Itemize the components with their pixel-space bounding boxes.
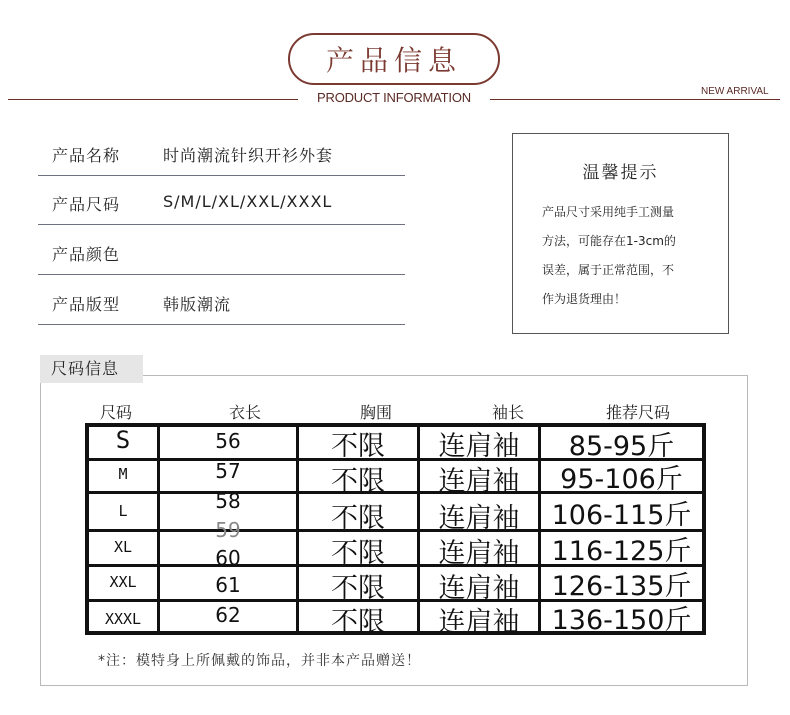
sleeve-cell: 连肩袖 [438, 503, 520, 534]
info-value: S/M/L/XL/XXL/XXXL [163, 192, 333, 211]
length-cell: 56 [215, 429, 241, 453]
sleeve-cell: 连肩袖 [438, 466, 520, 497]
tip-line: 误差，属于正常范围，不 [542, 263, 675, 277]
recommend-cell: 85-95斤 [568, 431, 675, 462]
info-label: 产品颜色 [52, 245, 121, 264]
length-cell: 60 [215, 546, 241, 570]
header-divider-left [8, 99, 298, 100]
size-cell: XXL [109, 573, 137, 591]
chest-cell: 不限 [331, 607, 385, 638]
size-table [85, 423, 706, 638]
header-divider-right [490, 99, 780, 100]
info-label: 产品尺码 [52, 195, 121, 214]
table-border [702, 423, 706, 635]
recommend-cell: 95-106斤 [560, 464, 683, 495]
info-row-fit [38, 277, 405, 325]
sleeve-cell: 连肩袖 [438, 538, 520, 569]
column-header-chest: 胸围 [359, 403, 392, 422]
size-cell: XXXL [104, 610, 142, 628]
size-cell: L [118, 502, 128, 520]
length-cell: 61 [215, 573, 241, 597]
sleeve-cell: 连肩袖 [438, 573, 520, 604]
length-cell: 59 [215, 518, 241, 542]
tip-title: 温馨提示 [582, 163, 659, 183]
size-info-tab: 尺码信息 [40, 355, 143, 383]
column-header-recommend: 推荐尺码 [605, 403, 670, 422]
info-row-size [38, 177, 405, 225]
info-value: 时尚潮流针织开衫外套 [163, 146, 334, 165]
recommend-cell: 126-135斤 [551, 571, 692, 602]
info-value: 韩版潮流 [163, 295, 232, 314]
tip-box [512, 133, 729, 334]
length-cell: 58 [215, 489, 241, 513]
recommend-cell: 136-150斤 [551, 605, 692, 636]
info-row-color [38, 227, 405, 275]
size-cell: M [118, 465, 128, 483]
chest-cell: 不限 [331, 466, 385, 497]
model-accessory-note: *注：模特身上所佩戴的饰品，并非本产品赠送！ [98, 653, 421, 669]
length-cell: 62 [215, 603, 241, 627]
size-cell: S [115, 426, 131, 454]
chest-cell: 不限 [331, 431, 385, 462]
column-header-length: 衣长 [228, 403, 261, 422]
chest-cell: 不限 [331, 503, 385, 534]
column-header-sleeve: 袖长 [491, 403, 524, 422]
tip-body [542, 198, 722, 314]
page-subtitle: PRODUCT INFORMATION [298, 90, 490, 105]
table-border [85, 423, 89, 635]
length-cell: 57 [215, 459, 241, 483]
sleeve-cell: 连肩袖 [438, 607, 520, 638]
tip-line: 作为退货理由！ [542, 292, 627, 306]
info-label: 产品名称 [52, 146, 121, 165]
info-label: 产品版型 [52, 295, 121, 314]
chest-cell: 不限 [331, 573, 385, 604]
tip-line: 方法，可能存在1-3cm的 [542, 234, 676, 248]
recommend-cell: 106-115斤 [551, 500, 692, 531]
recommend-cell: 116-125斤 [551, 536, 692, 567]
tip-line: 产品尺寸采用纯手工测量 [542, 205, 675, 219]
sleeve-cell: 连肩袖 [438, 431, 520, 462]
info-row-name [38, 128, 405, 176]
new-arrival-tag: NEW ARRIVAL [701, 86, 769, 97]
chest-cell: 不限 [331, 538, 385, 569]
size-cell: XL [113, 538, 133, 556]
page-title: 产品信息 [288, 33, 500, 85]
column-header-size: 尺码 [99, 403, 132, 422]
